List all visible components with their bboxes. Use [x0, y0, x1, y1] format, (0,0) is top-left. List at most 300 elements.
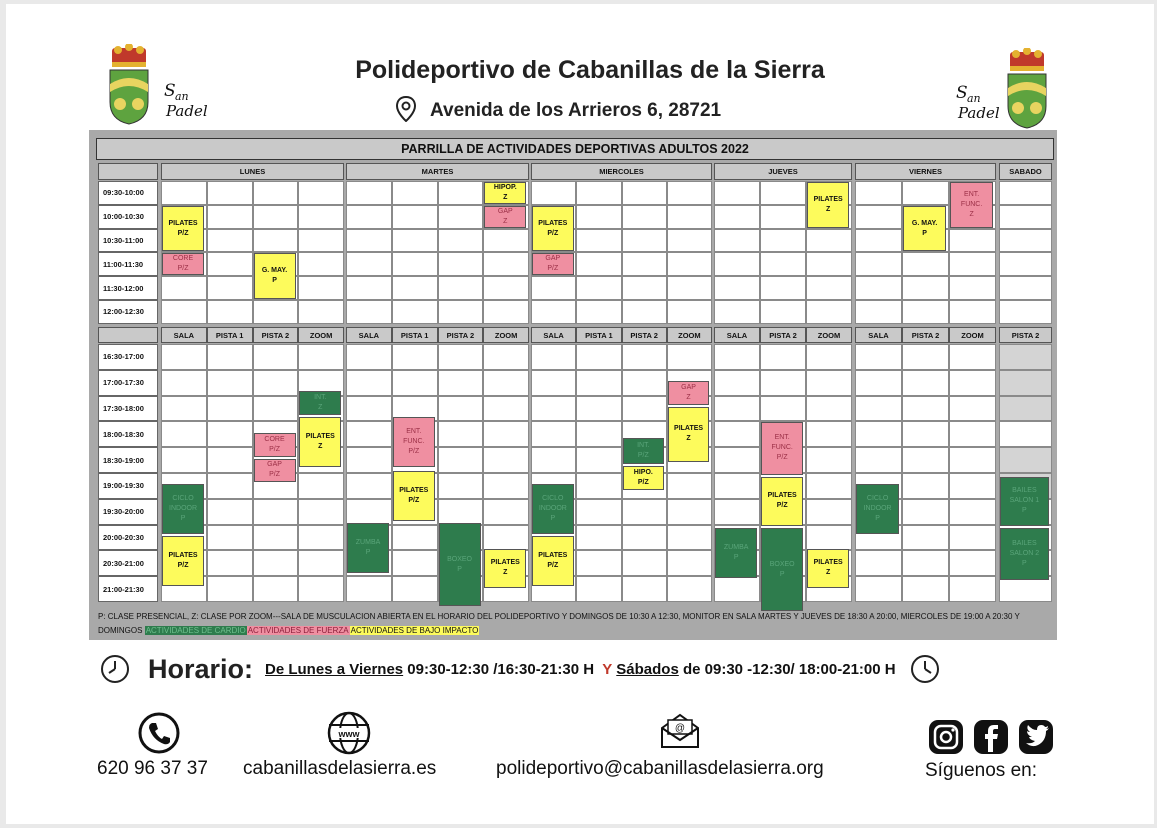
grid-cell	[576, 181, 621, 205]
grid-cell	[999, 229, 1052, 253]
grid-cell	[855, 252, 902, 276]
column-header: PISTA 2	[999, 327, 1052, 343]
grid-cell	[392, 229, 438, 253]
activity-block: GAP P/Z	[254, 459, 296, 483]
grid-cell	[902, 525, 949, 551]
column-header: PISTA 2	[622, 327, 667, 343]
website-link[interactable]: cabanillasdelasierra.es	[243, 758, 437, 779]
grid-cell	[346, 499, 392, 525]
grid-cell	[622, 252, 667, 276]
grid-cell	[949, 499, 996, 525]
grid-cell	[531, 300, 576, 324]
activity-block: BOXEO P	[761, 528, 803, 611]
column-header: SALA	[161, 327, 207, 343]
grid-cell	[253, 229, 299, 253]
grid-cell	[576, 252, 621, 276]
grid-cell	[253, 576, 299, 602]
grid-cell	[298, 525, 344, 551]
coat-of-arms-left	[106, 44, 152, 126]
grid-cell	[714, 205, 760, 229]
grid-cell	[392, 205, 438, 229]
grid-cell	[483, 473, 529, 499]
grid-cell	[806, 499, 852, 525]
grid-cell	[902, 550, 949, 576]
grid-cell	[667, 473, 712, 499]
grid-title: PARRILLA DE ACTIVIDADES DEPORTIVAS ADULTOS 2022	[96, 138, 1054, 160]
grid-cell	[949, 550, 996, 576]
day-header-viernes: VIERNES	[855, 163, 996, 180]
grid-cell	[392, 525, 438, 551]
grid-cell	[714, 344, 760, 370]
column-header: SALA	[714, 327, 760, 343]
grid-footnote	[98, 610, 1038, 638]
activity-block: PILATES P/Z	[761, 477, 803, 527]
grid-cell	[438, 181, 484, 205]
grid-cell	[531, 276, 576, 300]
clock-icon	[910, 654, 940, 684]
grid-cell	[483, 525, 529, 551]
grid-cell	[902, 421, 949, 447]
grid-cell	[576, 229, 621, 253]
time-slot: 12:00-12:30	[98, 300, 158, 324]
grid-cell	[253, 550, 299, 576]
grid-cell	[622, 499, 667, 525]
phone-icon	[138, 712, 180, 754]
grid-cell	[576, 421, 621, 447]
grid-cell	[207, 473, 253, 499]
grid-cell	[438, 229, 484, 253]
time-slot: 21:00-21:30	[98, 576, 158, 602]
grid-cell	[999, 252, 1052, 276]
grid-cell	[483, 229, 529, 253]
time-slot: 18:00-18:30	[98, 421, 158, 447]
grid-cell	[576, 550, 621, 576]
grid-cell	[576, 396, 621, 422]
grid-cell	[207, 252, 253, 276]
grid-cell	[207, 499, 253, 525]
grid-cell	[346, 205, 392, 229]
grid-cell	[999, 181, 1052, 205]
day-header-jueves: JUEVES	[714, 163, 852, 180]
grid-cell	[806, 300, 852, 324]
grid-cell	[392, 300, 438, 324]
grid-cell	[806, 370, 852, 396]
grid-cell	[622, 181, 667, 205]
grid-cell	[760, 344, 806, 370]
activity-block: HIPOP. Z	[484, 182, 526, 204]
grid-cell	[902, 252, 949, 276]
grid-cell	[667, 181, 712, 205]
grid-cell	[714, 229, 760, 253]
column-header: SALA	[531, 327, 576, 343]
grid-cell	[161, 276, 207, 300]
activity-block: PILATES P/Z	[393, 471, 435, 521]
activity-block: PILATES P/Z	[532, 536, 574, 586]
grid-cell	[253, 205, 299, 229]
hours-saturday-times: de 09:30 -12:30/ 18:00-21:00 H	[678, 660, 896, 678]
grid-cell	[760, 396, 806, 422]
time-slot: 18:30-19:00	[98, 447, 158, 473]
grid-cell	[949, 229, 996, 253]
grid-cell	[346, 576, 392, 602]
grid-cell	[438, 205, 484, 229]
grid-cell	[714, 181, 760, 205]
grid-cell	[667, 525, 712, 551]
grid-cell	[346, 473, 392, 499]
grid-cell	[438, 344, 484, 370]
grid-cell	[999, 396, 1052, 422]
grid-cell	[806, 421, 852, 447]
time-slot: 11:00-11:30	[98, 252, 158, 276]
activity-block: ENT. FUNC. Z	[950, 182, 993, 228]
grid-cell	[855, 181, 902, 205]
grid-cell	[806, 229, 852, 253]
activity-block: PILATES P/Z	[532, 206, 574, 252]
grid-cell	[576, 370, 621, 396]
grid-cell	[622, 300, 667, 324]
column-header: PISTA 1	[392, 327, 438, 343]
grid-cell	[392, 252, 438, 276]
grid-cell	[999, 370, 1052, 396]
grid-cell	[531, 396, 576, 422]
activity-block: BOXEO P	[439, 523, 481, 606]
activity-block: G. MAY. P	[903, 206, 946, 252]
grid-cell	[855, 370, 902, 396]
activity-block: PILATES P/Z	[162, 206, 204, 252]
grid-cell	[483, 499, 529, 525]
grid-cell	[855, 447, 902, 473]
activity-block: PILATES Z	[668, 407, 710, 462]
grid-cell	[806, 252, 852, 276]
grid-cell	[207, 525, 253, 551]
grid-cell	[576, 344, 621, 370]
activity-block: INT. Z	[299, 391, 341, 415]
grid-cell	[576, 447, 621, 473]
grid-cell	[855, 576, 902, 602]
activity-block: GAP P/Z	[532, 253, 574, 275]
grid-cell	[667, 252, 712, 276]
grid-cell	[855, 300, 902, 324]
time-slot: 19:30-20:00	[98, 499, 158, 525]
svg-text:@: @	[674, 723, 686, 734]
grid-cell	[346, 370, 392, 396]
location-pin-icon	[396, 96, 416, 122]
grid-cell	[207, 421, 253, 447]
grid-cell	[346, 229, 392, 253]
grid-cell	[298, 344, 344, 370]
grid-cell	[902, 473, 949, 499]
grid-cell	[902, 447, 949, 473]
day-header-martes: MARTES	[346, 163, 529, 180]
grid-cell	[346, 252, 392, 276]
time-slot: 20:00-20:30	[98, 525, 158, 551]
time-slot: 20:30-21:00	[98, 550, 158, 576]
grid-cell	[438, 473, 484, 499]
column-header: ZOOM	[483, 327, 529, 343]
grid-cell	[949, 396, 996, 422]
grid-cell	[298, 300, 344, 324]
day-header-lunes: LUNES	[161, 163, 344, 180]
time-header-corner	[98, 327, 158, 343]
page-title: Polideportivo de Cabanillas de la Sierra	[355, 56, 825, 84]
grid-cell	[806, 396, 852, 422]
activity-block: BAILES SALON 2 P	[1000, 528, 1049, 580]
grid-cell	[253, 344, 299, 370]
time-slot: 17:00-17:30	[98, 370, 158, 396]
grid-cell	[298, 473, 344, 499]
grid-cell	[760, 205, 806, 229]
activity-block: CICLO INDOOR P	[532, 484, 574, 534]
activity-block: GAP Z	[484, 206, 526, 228]
grid-cell	[253, 370, 299, 396]
activity-block: ENT. FUNC. P/Z	[393, 417, 435, 467]
grid-cell	[207, 181, 253, 205]
grid-cell	[438, 396, 484, 422]
grid-cell	[576, 473, 621, 499]
grid-cell	[667, 229, 712, 253]
time-slot: 16:30-17:00	[98, 344, 158, 370]
grid-cell	[346, 276, 392, 300]
column-header: PISTA 2	[902, 327, 949, 343]
grid-cell	[949, 344, 996, 370]
grid-cell	[483, 300, 529, 324]
time-slot: 17:30-18:00	[98, 396, 158, 422]
twitter-icon[interactable]	[1018, 719, 1054, 755]
grid-cell	[576, 205, 621, 229]
grid-cell	[207, 576, 253, 602]
column-header: PISTA 2	[760, 327, 806, 343]
opening-hours	[100, 652, 1060, 686]
grid-cell	[902, 370, 949, 396]
email-link[interactable]: polideportivo@cabanillasdelasierra.org	[496, 758, 824, 779]
activity-block: ENT. FUNC. P/Z	[761, 422, 803, 474]
grid-cell	[438, 421, 484, 447]
svg-text:S: S	[164, 81, 176, 101]
activity-block: PILATES Z	[484, 549, 526, 588]
grid-cell	[576, 276, 621, 300]
svg-text:S: S	[956, 83, 968, 103]
svg-text:an: an	[967, 92, 981, 105]
grid-cell	[483, 276, 529, 300]
grid-cell	[438, 300, 484, 324]
grid-cell	[855, 396, 902, 422]
hours-and: Y	[602, 660, 613, 678]
hours-weekday-times: 09:30-12:30 /16:30-21:30 H	[403, 660, 599, 678]
grid-cell	[667, 499, 712, 525]
grid-cell	[346, 396, 392, 422]
grid-cell	[298, 576, 344, 602]
phone-number[interactable]: 620 96 37 37	[97, 758, 208, 779]
grid-cell	[855, 276, 902, 300]
activity-block: PILATES Z	[299, 417, 341, 467]
grid-cell	[531, 370, 576, 396]
grid-cell	[949, 576, 996, 602]
grid-cell	[949, 300, 996, 324]
time-header-corner	[98, 163, 158, 180]
grid-cell	[760, 300, 806, 324]
grid-cell	[667, 205, 712, 229]
column-header: ZOOM	[806, 327, 852, 343]
grid-cell	[949, 525, 996, 551]
grid-cell	[298, 252, 344, 276]
activity-block: ZUMBA P	[347, 523, 389, 573]
grid-cell	[667, 550, 712, 576]
column-header: PISTA 2	[438, 327, 484, 343]
grid-cell	[207, 276, 253, 300]
time-slot: 10:00-10:30	[98, 205, 158, 229]
grid-cell	[949, 447, 996, 473]
activity-block: CORE P/Z	[254, 433, 296, 457]
social-label: Síguenos en:	[925, 760, 1037, 781]
activity-block: CICLO INDOOR P	[856, 484, 899, 534]
svg-text:Padel: Padel	[166, 102, 208, 120]
grid-cell	[902, 499, 949, 525]
grid-cell	[346, 300, 392, 324]
grid-cell	[855, 205, 902, 229]
grid-cell	[438, 252, 484, 276]
grid-cell	[253, 525, 299, 551]
grid-cell	[207, 344, 253, 370]
san-padel-logo-right	[954, 78, 1004, 124]
column-header: PISTA 2	[253, 327, 299, 343]
grid-cell	[298, 550, 344, 576]
grid-cell	[346, 181, 392, 205]
grid-cell	[161, 181, 207, 205]
activity-block: HIPO. P/Z	[623, 466, 665, 490]
grid-cell	[253, 499, 299, 525]
grid-cell	[438, 499, 484, 525]
grid-cell	[949, 473, 996, 499]
grid-cell	[161, 396, 207, 422]
grid-cell	[531, 181, 576, 205]
grid-cell	[438, 276, 484, 300]
activity-block: BAILES SALON 1 P	[1000, 477, 1049, 527]
grid-cell	[346, 421, 392, 447]
address: Avenida de los Arrieros 6, 28721	[430, 100, 722, 121]
column-header: PISTA 1	[207, 327, 253, 343]
time-slot: 09:30-10:00	[98, 181, 158, 205]
hours-saturday: Sábados	[616, 660, 679, 678]
grid-cell	[714, 370, 760, 396]
grid-cell	[714, 396, 760, 422]
column-header: ZOOM	[298, 327, 344, 343]
grid-cell	[714, 576, 760, 602]
activity-block: PILATES Z	[807, 182, 849, 228]
web-icon-label: www	[338, 729, 360, 739]
grid-cell	[253, 181, 299, 205]
facebook-icon[interactable]	[973, 719, 1009, 755]
grid-cell	[392, 576, 438, 602]
grid-cell	[714, 421, 760, 447]
grid-cell	[207, 370, 253, 396]
grid-cell	[483, 447, 529, 473]
grid-cell	[161, 447, 207, 473]
grid-cell	[438, 447, 484, 473]
column-header: PISTA 1	[576, 327, 621, 343]
grid-cell	[999, 421, 1052, 447]
activity-block: CORE P/Z	[162, 253, 204, 275]
grid-cell	[714, 252, 760, 276]
grid-cell	[949, 370, 996, 396]
grid-cell	[714, 447, 760, 473]
grid-cell	[902, 300, 949, 324]
legend-strength: ACTIVIDADES DE FUERZA	[247, 626, 349, 635]
grid-cell	[483, 396, 529, 422]
grid-cell	[483, 344, 529, 370]
grid-cell	[207, 550, 253, 576]
activity-block: G. MAY. P	[254, 253, 296, 299]
footnote-text: P: CLASE PRESENCIAL, Z: CLASE POR ZOOM---SALA DE MUSCULACION ABIERTA EN EL HORARIO DEL POLIDEPORTIVO Y DOMINGOS DE 10:30 A 12:30, MONITOR EN SALA MARTES Y JUEVES DE 18:30 A 20:00, MIERCOLES DE 19:00 A 20:30 Y DOMINGOS	[98, 612, 1020, 635]
grid-cell	[483, 370, 529, 396]
grid-cell	[622, 525, 667, 551]
grid-cell	[207, 205, 253, 229]
grid-cell	[622, 576, 667, 602]
grid-cell	[622, 550, 667, 576]
legend-low-impact: ACTIVIDADES DE BAJO IMPACTO	[350, 626, 479, 635]
grid-cell	[760, 276, 806, 300]
coat-of-arms-right	[1004, 48, 1050, 130]
grid-cell	[483, 252, 529, 276]
instagram-icon[interactable]	[928, 719, 964, 755]
grid-cell	[855, 550, 902, 576]
grid-cell	[714, 276, 760, 300]
svg-text:an: an	[175, 90, 189, 103]
grid-cell	[714, 499, 760, 525]
grid-cell	[392, 181, 438, 205]
grid-cell	[855, 344, 902, 370]
grid-cell	[622, 276, 667, 300]
column-header: ZOOM	[667, 327, 712, 343]
grid-cell	[855, 421, 902, 447]
grid-cell	[392, 550, 438, 576]
grid-cell	[298, 205, 344, 229]
san-padel-logo-left	[162, 76, 212, 122]
activity-block: GAP Z	[668, 381, 710, 405]
hours-weekdays: De Lunes a Viernes	[265, 660, 404, 678]
grid-cell	[806, 525, 852, 551]
grid-cell	[760, 370, 806, 396]
grid-cell	[999, 344, 1052, 370]
grid-cell	[806, 447, 852, 473]
grid-cell	[531, 344, 576, 370]
grid-cell	[346, 344, 392, 370]
grid-cell	[667, 276, 712, 300]
grid-cell	[483, 421, 529, 447]
grid-cell	[207, 229, 253, 253]
grid-cell	[902, 344, 949, 370]
grid-cell	[161, 300, 207, 324]
grid-cell	[346, 447, 392, 473]
grid-cell	[667, 300, 712, 324]
grid-cell	[949, 252, 996, 276]
time-slot: 10:30-11:00	[98, 229, 158, 253]
grid-cell	[949, 276, 996, 300]
grid-cell	[298, 229, 344, 253]
grid-cell	[207, 396, 253, 422]
grid-cell	[806, 473, 852, 499]
web-globe-icon	[326, 710, 372, 756]
grid-cell	[161, 421, 207, 447]
hours-label: Horario:	[148, 653, 254, 684]
activity-block: CICLO INDOOR P	[162, 484, 204, 534]
time-slot: 11:30-12:00	[98, 276, 158, 300]
day-header-miercoles: MIERCOLES	[531, 163, 712, 180]
grid-cell	[999, 300, 1052, 324]
grid-cell	[855, 229, 902, 253]
grid-cell	[207, 447, 253, 473]
grid-cell	[622, 396, 667, 422]
grid-cell	[161, 370, 207, 396]
